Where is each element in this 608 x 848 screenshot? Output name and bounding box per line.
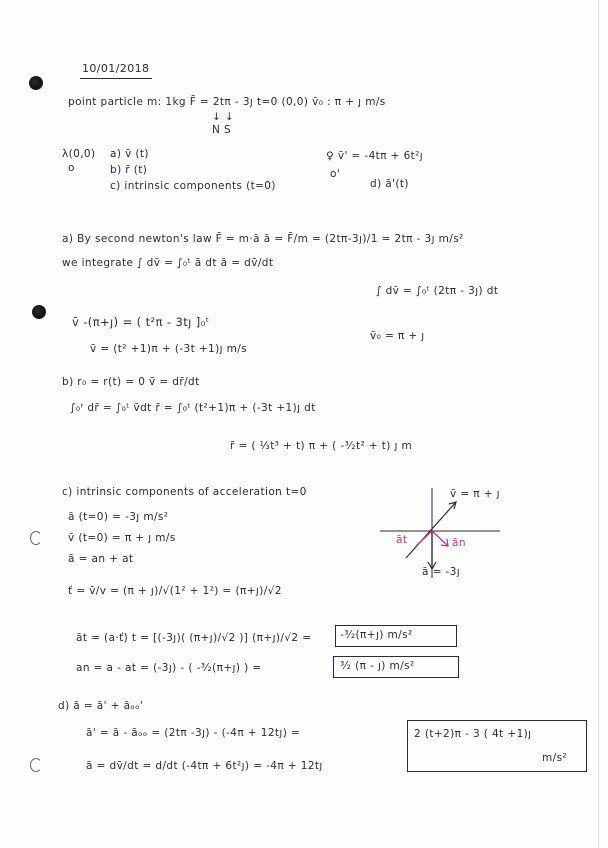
part-d-question: d) ā'(t) xyxy=(370,178,409,190)
section-a-line-3: ∫ dv̄ = ∫₀ᵗ (2tπ - 3ȷ) dt xyxy=(376,285,499,297)
force-arrows: ↓ ↓ xyxy=(212,111,235,123)
tangential-result: -³⁄₂(π+ȷ) m/s² xyxy=(340,629,413,641)
section-c-line-1: c) intrinsic components of acceleration t=0 xyxy=(62,486,307,498)
origin-zero: o xyxy=(68,162,75,174)
part-c-question: c) intrinsic components (t=0) xyxy=(110,180,276,192)
section-d-line-3: ā = dv̄/dt = d/dt (-4tπ + 6t²ȷ) = -4π + 12tȷ xyxy=(86,760,323,772)
diagram-an-label: ān xyxy=(452,537,466,549)
force-directions: N S xyxy=(212,124,232,136)
position-result: r̄ = ( ⅓t³ + t) π + ( -³⁄₂t² + t) ȷ m xyxy=(230,440,413,452)
section-d-line-2: ā' = ā - āₒₒ = (2tπ -3ȷ) - (-4π + 12tȷ) = xyxy=(86,727,301,739)
date: 10/01/2018 xyxy=(82,62,150,75)
origin-label: λ(0,0) xyxy=(62,148,96,160)
page-edge xyxy=(598,0,599,848)
unit-tangent: ť = v̄/v = (π + ȷ)/√(1² + 1²) = (π+ȷ)/√2 xyxy=(68,585,282,597)
binder-hole-top xyxy=(29,76,43,90)
section-a-line-1: a) By second newton's law F̄ = m·ā ā = F̄/m = (2tπ-3ȷ)/1 = 2tπ - 3ȷ m/s² xyxy=(62,233,464,245)
velocity-result: v̄ = (t² +1)π + (-3t +1)ȷ m/s xyxy=(90,343,248,355)
velocity-at-t0: v̄ (t=0) = π + ȷ m/s xyxy=(68,532,176,544)
diagram-at-label: āt xyxy=(396,534,408,546)
acceleration-at-t0: ā (t=0) = -3ȷ m/s² xyxy=(68,511,169,523)
initial-velocity: v̄₀ = π + ȷ xyxy=(370,330,425,342)
relative-acceleration-result: 2 (t+2)π - 3 ( 4t +1)ȷ xyxy=(414,728,532,740)
binder-ring-mark xyxy=(30,531,42,545)
velocity-vector xyxy=(406,502,456,558)
section-b-line-1: b) r₀ = r(t) = 0 v̄ = dr̄/dt xyxy=(62,376,200,388)
moving-frame-velocity: ♀ v̄' = -4tπ + 6t²ȷ xyxy=(326,150,424,162)
binder-ring-mark xyxy=(30,758,42,772)
tangential-component xyxy=(416,531,432,546)
section-a-line-4: v̄ -(π+ȷ) = ( t²π - 3tȷ ]₀ᵗ xyxy=(72,315,210,329)
normal-component xyxy=(432,531,448,546)
binder-hole-middle xyxy=(32,305,46,319)
section-d-line-1: d) ā = ā' + āₒₒ' xyxy=(58,700,144,712)
diagram-acceleration-label: ā = -3ȷ xyxy=(422,566,461,578)
normal-acceleration: an = a - at = (-3ȷ) - ( -³⁄₂(π+ȷ) ) = xyxy=(76,662,262,674)
date-underline xyxy=(80,78,152,79)
problem-statement: point particle m: 1kg F̄ = 2tπ - 3ȷ t=0 (0,0) v̄₀ : π + ȷ m/s xyxy=(68,96,386,108)
part-a-question: a) v̄ (t) xyxy=(110,148,149,160)
tangential-acceleration: āt = (a·ť) t = [(-3ȷ)( (π+ȷ)/√2 )] (π+ȷ)/√2 = xyxy=(76,632,312,644)
diagram-velocity-label: v̄ = π + ȷ xyxy=(450,488,500,500)
section-b-line-2: ∫₀ʳ dr̄ = ∫₀ᵗ v̄dt r̄ = ∫₀ᵗ (t²+1)π + (-3t +1)ȷ dt xyxy=(70,402,316,414)
acceleration-decomposition: ā = an + at xyxy=(68,553,134,565)
section-a-line-2: we integrate ∫ dv̄ = ∫₀ᵗ ā dt ā = dv̄/dt xyxy=(62,257,274,269)
normal-result: ³⁄₂ (π - ȷ) m/s² xyxy=(340,660,415,672)
moving-frame-origin: o' xyxy=(330,168,341,180)
part-b-question: b) r̄ (t) xyxy=(110,164,148,176)
relative-acceleration-unit: m/s² xyxy=(542,752,568,764)
